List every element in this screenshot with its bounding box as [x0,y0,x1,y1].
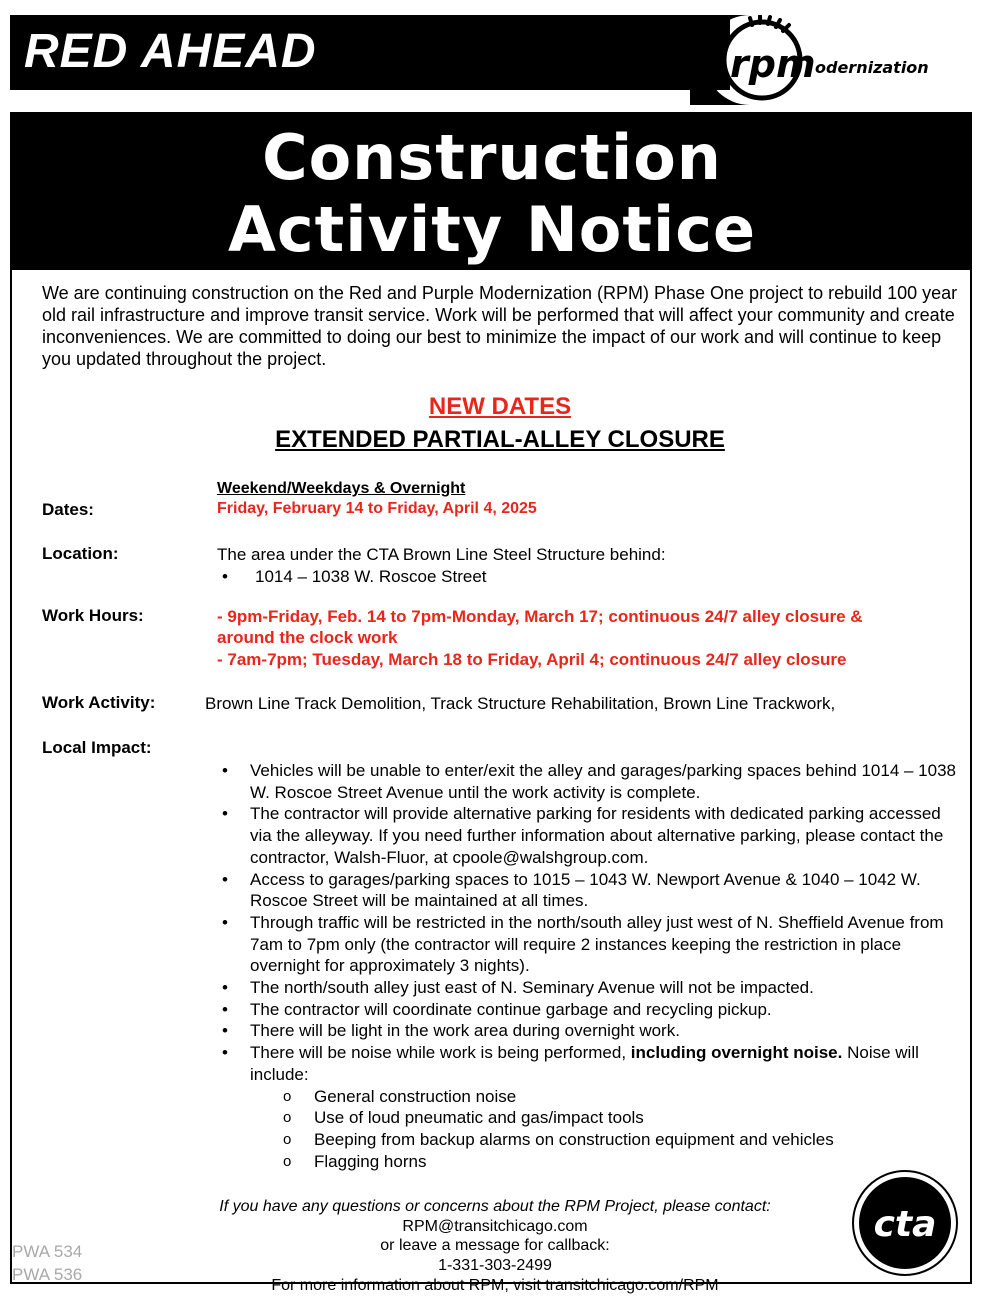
page-title-line2: Activity Notice [227,193,757,266]
list-item: • Access to garages/parking spaces to 1015 – 1043 W. Newport Avenue & 1040 – 1042 W. Roscoe Street will be maintained at all times. [222,869,921,911]
page-title-line1: Construction [262,121,722,194]
svg-text:odernization: odernization [815,58,929,77]
closure-heading: EXTENDED PARTIAL-ALLEY CLOSURE [275,426,725,453]
location-address: 1014 – 1038 W. Roscoe Street [255,567,487,586]
svg-text:rpm: rpm [730,42,816,86]
cta-logo [852,1170,958,1276]
rpm-modernization-logo [690,15,980,105]
list-item: • The contractor will provide alternative parking for residents with dedicated parking accessed via the alleyway. If you need further information about alternative parking, please contact the contractor, Walsh-Fluor, at cpoole@walshgroup.com. [222,804,944,867]
dates-value: Friday, February 14 to Friday, April 4, 2025 [217,500,537,517]
noise-subitem: o Use of loud pneumatic and gas/impact tools [283,1108,644,1128]
new-dates-heading: NEW DATES [428,393,572,420]
hours-line-1: - 9pm-Friday, Feb. 14 to 7pm-Monday, March 17; continuous 24/7 alley closure & [217,607,863,626]
impact-label: Local Impact: [42,738,152,757]
list-item: • The contractor will coordinate continue garbage and recycling pickup. [222,999,772,1019]
pwa-code-2: PWA 536 [12,1265,83,1284]
dates-label: Dates: [42,500,94,519]
noise-item: • There will be noise while work is being performed, including overnight noise. Noise will include: o General construction noise o Use of loud pneumatic and gas/impact tools o Beeping from backup alarms on construction equipment and vehicles o Flagging horns [222,1042,962,1172]
activity-value: Brown Line Track Demolition, Track Structure Rehabilitation, Brown Line Trackwork, [205,694,836,713]
list-item: • There will be light in the work area during overnight work. [222,1021,680,1041]
hours-line-3: - 7am-7pm; Tuesday, March 18 to Friday, April 4; continuous 24/7 alley closure [217,650,847,669]
title-band [12,114,972,270]
contact-email[interactable]: RPM@transitchicago.com [402,1218,588,1235]
contact-callback: or leave a message for callback: [380,1237,610,1254]
hours-label: Work Hours: [42,606,144,625]
intro-paragraph: We are continuing construction on the Red and Purple Modernization (RPM) Phase One project to rebuild 100 year old rail infrastructure and improve transit service. Work will be performed that will affect your community and create inconveniences. We are committed to doing our best to minimize the impact of our work and will continue to keep you updated throughout the project. [42,283,958,369]
contact-prompt: If you have any questions or concerns about the RPM Project, please contact: [219,1198,771,1215]
red-ahead-logo: RED AHEAD [24,25,317,78]
pwa-code-1: PWA 534 [12,1242,83,1261]
location-value: The area under the CTA Brown Line Steel Structure behind: [217,545,666,564]
more-info-link[interactable]: For more information about RPM, visit transitchicago.com/RPM [271,1277,719,1294]
impact-list [222,760,962,1172]
location-bullet-dot: • [222,567,228,586]
contact-phone: 1-331-303-2499 [438,1257,552,1274]
list-item: • Vehicles will be unable to enter/exit the alley and garages/parking spaces behind 1014 – 1038 W. Roscoe Street Avenue until the work activity is complete. [222,761,956,802]
schedule-kind: Weekend/Weekdays & Overnight [217,480,466,497]
hours-line-2: around the clock work [217,628,398,647]
noise-subitem: o General construction noise [283,1086,517,1106]
svg-text:cta: cta [873,1204,937,1245]
noise-subitem: o Beeping from backup alarms on construction equipment and vehicles [283,1129,834,1149]
noise-sublist [250,1086,962,1173]
list-item: • The north/south alley just east of N. Seminary Avenue will not be impacted. [222,978,814,998]
location-label: Location: [42,544,119,563]
noise-subitem: o Flagging horns [283,1151,427,1171]
list-item: • Through traffic will be restricted in the north/south alley just west of N. Sheffield Avenue from 7am to 7pm only (the contractor will require 2 instances keeping the restriction in place overnight for approximately 3 nights). [222,912,944,976]
activity-label: Work Activity: [42,693,156,712]
